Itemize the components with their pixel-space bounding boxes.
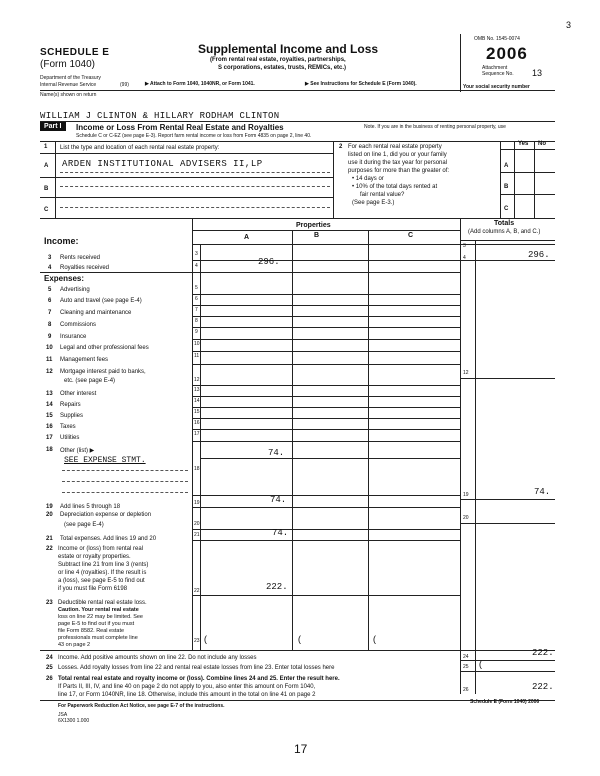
line-25-label: Losses. Add royalty losses from line 22 and rental real estate losses from line 23. Enter total losses here [58, 665, 335, 671]
line-22-label-3: Subtract line 21 from line 3 (rents) [58, 562, 149, 568]
corner-mark: 3 [566, 20, 572, 30]
line-26-label-3: line 17, or Form 1040NR, line 18. Otherwise, include this amount in the total on line 41 on page 2 [58, 692, 316, 698]
line-11-label: Management fees [60, 357, 109, 363]
line-2-bullet-4: (See page E-3.) [352, 200, 395, 206]
line-23-paren-b: ( [297, 635, 303, 645]
line-1-a-letter: A [44, 163, 49, 169]
line-22-label: Income or (loss) from rental real [58, 546, 144, 552]
line-20-total-box: 20 [463, 515, 469, 521]
line-11-box: 11 [194, 353, 200, 359]
line-19-value-total: 74. [534, 487, 551, 497]
line-16-number: 16 [46, 424, 53, 430]
line-18-number: 18 [46, 447, 53, 453]
line-20-box: 20 [194, 521, 200, 527]
line-8-number: 8 [48, 322, 52, 328]
line-20-label-2: (see page E-4) [64, 522, 104, 528]
attachment-label: Attachment [482, 65, 508, 71]
line-13-label: Other interest [60, 391, 97, 397]
line-10-number: 10 [46, 345, 53, 351]
line-17-label: Utilities [60, 435, 80, 441]
line-2-number: 2 [339, 144, 343, 150]
form-footer-id: Schedule E (Form 1040) 2006 [470, 699, 540, 705]
line-17-box: 17 [194, 431, 200, 437]
line-1-b-letter: B [44, 186, 49, 192]
line-12-total-box: 12 [463, 370, 469, 376]
totals-subheader: (Add columns A, B, and C.) [468, 229, 541, 235]
form-subtitle-1: (From rental real estate, royalties, partnerships, [210, 57, 346, 63]
line-21-value-a: 74. [272, 528, 289, 538]
line-24-label: Income. Add positive amounts shown on line 22. Do not include any losses [58, 655, 257, 661]
line-2-bullet-3: fair rental value? [360, 192, 405, 198]
line-20-label: Depreciation expense or depletion [60, 512, 152, 518]
line-20-number: 20 [46, 512, 53, 518]
line-23-label-2: Caution. Your rental real estate [58, 607, 139, 613]
part-1-note-2: Schedule C or C-EZ (see page E-3). Report farm rental income or loss from Form 4835 on page 2, line 40. [76, 133, 312, 139]
line-8-label: Commissions [60, 322, 97, 328]
line-23-label-4: page E-5 to find out if you must [58, 621, 135, 627]
code-99: (99) [120, 82, 129, 88]
line-4-label: Royalties received [60, 265, 110, 271]
income-heading: Income: [44, 236, 79, 246]
line-5-number: 5 [48, 287, 52, 293]
line-13-number: 13 [46, 391, 53, 397]
line-13-box: 13 [194, 387, 200, 393]
line-2-text-4: purposes for more than the greater of: [348, 168, 450, 174]
line-18-label: Other (list) ▶ [60, 448, 95, 454]
line-6-box: 6 [195, 296, 198, 302]
page-number: 17 [294, 742, 308, 756]
form-subtitle-2: S corporations, estates, trusts, REMICs, etc.) [218, 65, 347, 71]
yes-no-row-a: A [504, 163, 509, 169]
line-23-label: Deductible rental real estate loss. [58, 600, 147, 606]
line-21-box: 21 [194, 532, 200, 538]
line-15-box: 15 [194, 409, 200, 415]
tax-year: 2006 [486, 44, 528, 63]
line-4-number: 4 [48, 265, 52, 271]
line-10-label: Legal and other professional fees [60, 345, 149, 351]
line-24-number: 24 [46, 655, 53, 661]
form-label: (Form 1040) [40, 59, 96, 70]
jsa-code: 6X1300 1.000 [58, 718, 90, 724]
line-5-label: Advertising [60, 287, 90, 293]
line-7-number: 7 [48, 310, 52, 316]
part-1-badge: Part I [40, 122, 66, 131]
property-a-description: ARDEN INSTITUTIONAL ADVISERS II,LP [62, 159, 263, 169]
line-18-box: 18 [194, 466, 200, 472]
line-9-label: Insurance [60, 334, 87, 340]
line-5-box: 5 [195, 285, 198, 291]
attach-instruction: ▶ Attach to Form 1040, 1040NR, or Form 1041. [145, 81, 255, 87]
no-column-header: No [538, 141, 546, 147]
line-4-value-a: 296. [258, 257, 280, 267]
line-6-number: 6 [48, 298, 52, 304]
line-22-number: 22 [46, 546, 53, 552]
column-a-header: A [244, 234, 250, 241]
line-2-text-2: listed on line 1, did you or your family [348, 152, 447, 158]
line-1-number: 1 [44, 144, 48, 150]
line-23-label-5: file Form 8582. Real estate [58, 628, 125, 634]
line-23-label-3: loss on line 22 may be limited. See [58, 614, 143, 620]
line-3-box: 3 [195, 251, 198, 257]
line-22-label-5: a (loss), see page E-5 to find out [58, 578, 145, 584]
form-title: Supplemental Income and Loss [198, 42, 379, 56]
line-25-box: 25 [463, 664, 469, 670]
see-instructions: ▶ See Instructions for Schedule E (Form 1040). [305, 81, 417, 87]
line-16-box: 16 [194, 420, 200, 426]
line-12-label: Mortgage interest paid to banks, [60, 369, 146, 375]
totals-header: Totals [494, 220, 515, 227]
line-15-label: Supplies [60, 413, 84, 419]
taxpayer-names: WILLIAM J CLINTON & HILLARY RODHAM CLINTON [40, 111, 280, 121]
expenses-heading: Expenses: [44, 274, 85, 283]
line-26-label: Total rental real estate and royalty income or (loss). Combine lines 24 and 25. Enter the result here. [58, 676, 340, 682]
line-1-label: List the type and location of each rental real estate property: [60, 145, 220, 151]
line-3-label: Rents received [60, 255, 101, 261]
line-12-number: 12 [46, 369, 53, 375]
line-23-label-7: 43 on page 2 [58, 642, 91, 648]
line-9-number: 9 [48, 334, 52, 340]
paperwork-notice: For Paperwork Reduction Act Notice, see page E-7 of the instructions. [58, 703, 225, 709]
line-14-label: Repairs [60, 402, 81, 408]
line-7-label: Cleaning and maintenance [60, 310, 132, 316]
properties-header: Properties [296, 222, 331, 229]
line-19-number: 19 [46, 504, 53, 510]
omb-number: OMB No. 1545-0074 [474, 36, 520, 42]
line-26-value: 222. [532, 682, 554, 692]
line-11-number: 11 [46, 357, 53, 363]
line-23-paren-c: ( [372, 635, 378, 645]
line-12-label-2: etc. (see page E-4) [64, 378, 116, 384]
line-22-value-a: 222. [266, 582, 288, 592]
line-17-number: 17 [46, 435, 53, 441]
column-b-header: B [314, 232, 320, 239]
line-18-value-a: 74. [268, 448, 285, 458]
names-label: Name(s) shown on return [40, 92, 97, 98]
line-6-label: Auto and travel (see page E-4) [60, 298, 142, 304]
line-12-box: 12 [194, 377, 200, 383]
yes-no-row-b: B [504, 184, 509, 190]
line-1-c-letter: C [44, 207, 49, 213]
line-26-box: 26 [463, 687, 469, 693]
line-2-text-1: For each rental real estate property [348, 144, 442, 150]
part-1-note: Note. If you are in the business of renting personal property, use [364, 124, 506, 130]
line-23-label-6: professionals must complete line [58, 635, 138, 641]
line-24-value: 222. [532, 648, 554, 658]
column-c-header: C [408, 232, 414, 239]
line-8-box: 8 [195, 318, 198, 324]
line-4-total-box: 4 [463, 255, 466, 261]
line-23-number: 23 [46, 600, 53, 606]
line-22-label-6: if you must file Form 6198 [58, 586, 128, 592]
line-23-box: 23 [194, 638, 200, 644]
ssn-label: Your social security number [463, 84, 530, 90]
line-10-box: 10 [194, 341, 200, 347]
dept-label-1: Department of the Treasury [40, 75, 101, 81]
line-26-label-2: If Parts II, III, IV, and line 40 on page 2 do not apply to you, also enter this amount on Form 1040, [58, 684, 316, 690]
yes-no-row-c: C [504, 206, 509, 212]
line-19-label: Add lines 5 through 18 [60, 504, 121, 510]
sequence-label: Sequence No. [482, 71, 514, 77]
line-2-text-3: use it during the tax year for personal [348, 160, 448, 166]
sequence-number: 13 [532, 68, 543, 78]
line-26-number: 26 [46, 676, 53, 682]
line-3-number: 3 [48, 255, 52, 261]
line-4-box: 4 [195, 263, 198, 269]
line-22-label-2: estate or royalty properties. [58, 554, 131, 560]
line-4-value-total: 296. [528, 250, 550, 260]
jsa-label: JSA [58, 712, 68, 718]
line-21-number: 21 [46, 536, 53, 542]
line-3-total-box: 3 [463, 243, 466, 249]
line-25-number: 25 [46, 665, 53, 671]
line-24-box: 24 [463, 654, 469, 660]
line-23-paren-a: ( [203, 635, 209, 645]
line-22-label-4: or line 4 (royalties). If the result is [58, 570, 147, 576]
line-19-value-a: 74. [270, 495, 287, 505]
line-7-box: 7 [195, 307, 198, 313]
line-19-total-box: 19 [463, 492, 469, 498]
line-14-box: 14 [194, 398, 200, 404]
line-16-label: Taxes [60, 424, 76, 430]
dept-label-2: Internal Revenue Service [40, 82, 97, 88]
line-9-box: 9 [195, 329, 198, 335]
schedule-label: SCHEDULE E [40, 47, 110, 58]
line-25-value: ( [478, 660, 484, 670]
line-14-number: 14 [46, 402, 53, 408]
line-22-box: 22 [194, 588, 200, 594]
line-2-bullet-2: • 10% of the total days rented at [352, 184, 438, 190]
line-2-bullet-1: • 14 days or [352, 176, 384, 182]
line-21-label: Total expenses. Add lines 19 and 20 [60, 536, 157, 542]
part-1-title: Income or Loss From Rental Real Estate and Royalties [76, 123, 284, 132]
line-15-number: 15 [46, 413, 53, 419]
line-18-statement: SEE EXPENSE STMT. [64, 456, 146, 465]
yes-column-header: Yes [518, 141, 529, 147]
line-19-box: 19 [194, 500, 200, 506]
